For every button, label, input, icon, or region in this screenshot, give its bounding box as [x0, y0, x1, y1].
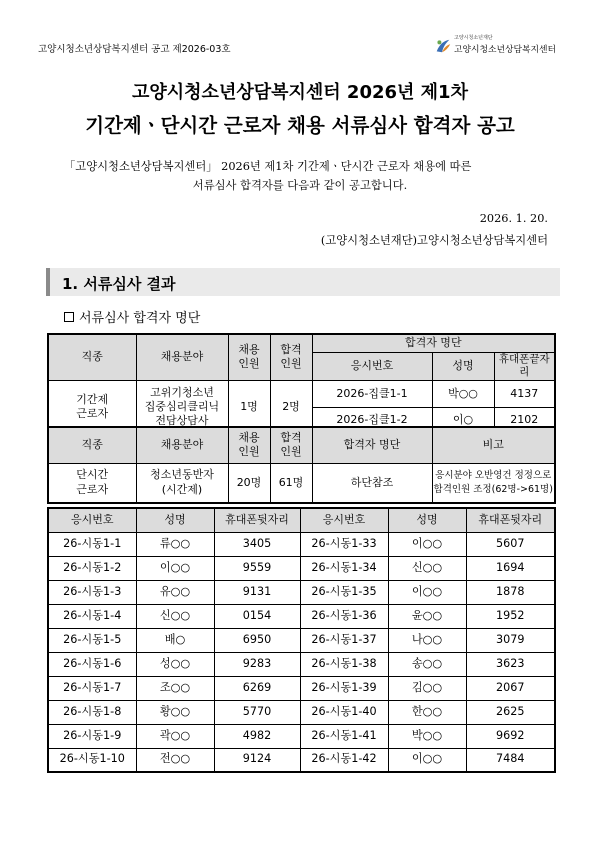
cell-name: 황○○ — [136, 700, 214, 724]
cell-phone: 2067 — [466, 676, 555, 700]
cell-phone: 5770 — [214, 700, 300, 724]
cell-phone: 9692 — [466, 724, 555, 748]
cell-phone: 3079 — [466, 628, 555, 652]
cell-exam-number: 26-시동1-3 — [48, 580, 136, 604]
header-phone: 휴대폰뒷자리 — [466, 508, 555, 532]
header-pass-list: 합격자 명단 — [312, 427, 432, 463]
cell-exam-number: 26-시동1-10 — [48, 748, 136, 772]
cell-exam-number: 26-시동1-6 — [48, 652, 136, 676]
section-accent-bar — [46, 268, 50, 296]
part-time-candidate-table — [47, 507, 556, 773]
table-row — [48, 556, 555, 580]
cell-phone: 3623 — [466, 652, 555, 676]
header-pass-count: 합격 인원 — [270, 427, 312, 463]
cell-name: 배○ — [136, 628, 214, 652]
header-hire-count: 채용 인원 — [228, 427, 270, 463]
cell-exam-number: 26-시동1-33 — [300, 532, 388, 556]
cell-name: 류○○ — [136, 532, 214, 556]
table-row — [48, 628, 555, 652]
header-phone: 휴대폰뒷자리 — [214, 508, 300, 532]
table-row — [48, 748, 555, 772]
header-remark: 비고 — [432, 427, 555, 463]
cell-exam-number: 2026-집클1-1 — [312, 380, 432, 407]
page-header — [38, 35, 564, 60]
header-name: 성명 — [136, 508, 214, 532]
cell-name: 이○○ — [388, 532, 466, 556]
cell-name: 성○○ — [136, 652, 214, 676]
cell-name: 전○○ — [136, 748, 214, 772]
cell-exam-number: 26-시동1-41 — [300, 724, 388, 748]
cell-exam-number: 26-시동1-9 — [48, 724, 136, 748]
checkbox-square-icon — [64, 312, 74, 322]
header-name: 성명 — [432, 352, 494, 380]
header-field: 채용분야 — [136, 427, 228, 463]
notice-number: 고양시청소년상담복지센터 공고 제2026-03호 — [38, 44, 231, 55]
header-exam-number: 응시번호 — [300, 508, 388, 532]
header-pass-list: 합격자 명단 — [312, 334, 555, 352]
cell-name: 박○○ — [388, 724, 466, 748]
cell-phone: 6269 — [214, 676, 300, 700]
cell-name: 곽○○ — [136, 724, 214, 748]
candidate-rows — [48, 532, 555, 772]
subsection-title — [64, 307, 200, 326]
logo-small-text: 고양시청소년재단 — [454, 35, 493, 41]
cell-field: 고위기청소년 집중심리클리닉 전담상담사 — [136, 380, 228, 434]
cell-phone: 9283 — [214, 652, 300, 676]
cell-name: 이○ — [432, 407, 494, 434]
cell-hire-count: 20명 — [228, 463, 270, 503]
cell-pass-count: 2명 — [270, 380, 312, 434]
cell-exam-number: 26-시동1-7 — [48, 676, 136, 700]
cell-category: 기간제 근로자 — [48, 380, 136, 434]
cell-exam-number: 2026-집클1-2 — [312, 407, 432, 434]
cell-phone: 3405 — [214, 532, 300, 556]
cell-exam-number: 26-시동1-36 — [300, 604, 388, 628]
cell-phone: 9131 — [214, 580, 300, 604]
table-row — [48, 724, 555, 748]
issuing-organization: (고양시청소년재단)고양시청소년상담복지센터 — [320, 234, 548, 247]
section-title: 1. 서류심사 결과 — [62, 275, 176, 293]
cell-hire-count: 1명 — [228, 380, 270, 434]
cell-phone: 1694 — [466, 556, 555, 580]
cell-exam-number: 26-시동1-4 — [48, 604, 136, 628]
cell-exam-number: 26-시동1-1 — [48, 532, 136, 556]
cell-name: 이○○ — [388, 748, 466, 772]
cell-phone: 4982 — [214, 724, 300, 748]
cell-exam-number: 26-시동1-42 — [300, 748, 388, 772]
cell-phone: 2625 — [466, 700, 555, 724]
cell-name: 한○○ — [388, 700, 466, 724]
page-title-line1: 고양시청소년상담복지센터 2026년 제1차 — [132, 82, 468, 103]
cell-field: 청소년동반자 (시간제) — [136, 463, 228, 503]
cell-name: 김○○ — [388, 676, 466, 700]
cell-name: 윤○○ — [388, 604, 466, 628]
header-hire-count: 채용 인원 — [228, 334, 270, 380]
section-header — [46, 268, 560, 296]
table-row — [48, 676, 555, 700]
cell-phone: 2102 — [494, 407, 555, 434]
table-row — [48, 532, 555, 556]
header-pass-count: 합격 인원 — [270, 334, 312, 380]
notice-date: 2026. 1. 20. — [479, 212, 548, 225]
cell-name: 송○○ — [388, 652, 466, 676]
intro-line1: 「고양시청소년상담복지센터」 2026년 제1차 기간제ㆍ단시간 근로자 채용에 따른 — [64, 160, 472, 173]
cell-exam-number: 26-시동1-38 — [300, 652, 388, 676]
cell-name: 신○○ — [136, 604, 214, 628]
cell-exam-number: 26-시동1-2 — [48, 556, 136, 580]
logo-text: 고양시청소년상담복지센터 — [454, 45, 556, 55]
header-category: 직종 — [48, 427, 136, 463]
part-time-result-table — [47, 426, 556, 504]
subsection-title-text: 서류심사 합격자 명단 — [79, 311, 201, 326]
header-category: 직종 — [48, 334, 136, 380]
page-title-line2: 기간제ㆍ단시간 근로자 채용 서류심사 합격자 공고 — [85, 114, 515, 137]
org-logo — [434, 34, 564, 60]
cell-name: 신○○ — [388, 556, 466, 580]
cell-phone: 4137 — [494, 380, 555, 407]
table-row — [48, 604, 555, 628]
cell-phone: 0154 — [214, 604, 300, 628]
cell-phone: 1878 — [466, 580, 555, 604]
table-row — [48, 652, 555, 676]
table-row — [48, 580, 555, 604]
cell-exam-number: 26-시동1-34 — [300, 556, 388, 580]
cell-name: 나○○ — [388, 628, 466, 652]
header-field: 채용분야 — [136, 334, 228, 380]
cell-phone: 6950 — [214, 628, 300, 652]
cell-exam-number: 26-시동1-35 — [300, 580, 388, 604]
header-exam-number: 응시번호 — [48, 508, 136, 532]
header-phone: 휴대폰끝자리 — [494, 352, 555, 380]
cell-exam-number: 26-시동1-37 — [300, 628, 388, 652]
header-exam-number: 응시번호 — [312, 352, 432, 380]
cell-phone: 7484 — [466, 748, 555, 772]
cell-phone: 9559 — [214, 556, 300, 580]
cell-name: 박○○ — [432, 380, 494, 407]
header-name: 성명 — [388, 508, 466, 532]
cell-name: 이○○ — [136, 556, 214, 580]
fixed-term-result-table — [47, 333, 556, 435]
cell-pass-list: 하단참조 — [312, 463, 432, 503]
cell-exam-number: 26-시동1-40 — [300, 700, 388, 724]
cell-category: 단시간 근로자 — [48, 463, 136, 503]
cell-name: 이○○ — [388, 580, 466, 604]
cell-phone: 5607 — [466, 532, 555, 556]
cell-remark: 응시분야 오반영건 정정으로 합격인원 조정(62명->61명) — [432, 463, 555, 503]
cell-phone: 1952 — [466, 604, 555, 628]
cell-pass-count: 61명 — [270, 463, 312, 503]
cell-exam-number: 26-시동1-5 — [48, 628, 136, 652]
foundation-logo-icon — [434, 37, 452, 55]
cell-name: 조○○ — [136, 676, 214, 700]
cell-exam-number: 26-시동1-39 — [300, 676, 388, 700]
intro-line2: 서류심사 합격자를 다음과 같이 공고합니다. — [192, 179, 408, 192]
cell-exam-number: 26-시동1-8 — [48, 700, 136, 724]
cell-name: 유○○ — [136, 580, 214, 604]
table-row — [48, 700, 555, 724]
cell-phone: 9124 — [214, 748, 300, 772]
